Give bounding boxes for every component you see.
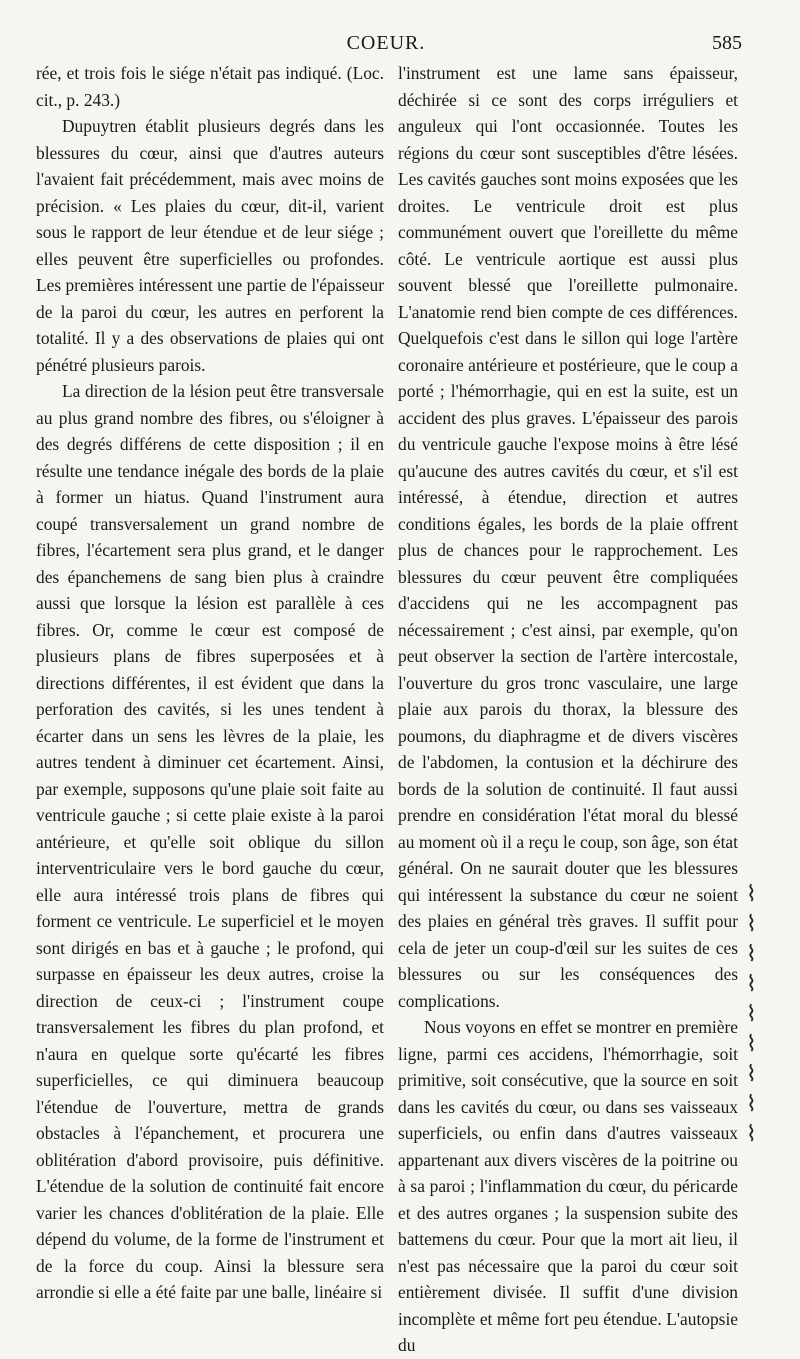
paragraph-instrument: l'instrument est une lame sans épaisseur, déchirée si ce sont des corps irréguliers et anguleux qui l'ont occasionnée. Toutes les régions du cœur sont susceptibles d'être lésées. Les cavités gauches sont moins exposées que les droites. Le ventricule droit est plus communément ouvert que l'oreillette du même côté. Le ventricule aortique est aussi plus souvent blessé que l'oreillette pulmonaire. L'anatomie rend bien compte de ces différences. Quelquefois c'est dans le sillon qui loge l'artère coronaire antérieure et postérieure, que le coup a porté ; l'hémorrhagie, qui en est la suite, est un accident des plus graves. L'épaisseur des parois du ventricule gauche l'expose moins à être lésé qu'aucune des autres cavités du cœur, et s'il est intéressé, à étendue, direction et autres conditions égales, les bords de la plaie offrent plus de chances pour le rapprochement. Les blessures du cœur peuvent être compliquées d'accidens qui ne les accompagnent pas nécessairement ; c'est ainsi, par exemple, qu'on peut observer la section de l'artère intercostale, l'ouverture du gros tronc vasculaire, une large plaie aux parois du thorax, la blessure des poumons, du diaphragme et de divers viscères de l'abdomen, la contusion et la déchirure des bords de la solution de continuité. Il faut aussi prendre en considération l'état moral du blessé au moment où il a reçu le coup, son âge, son état général. On ne saurait douter que les blessures qui intéressent la substance du cœur ne soient des plaies en général très graves. Il suffit pour cela de jeter un coup-d'œil sur les suites de ces blessures ou sur les conséquences des complications.: [398, 63, 738, 1011]
paragraph-dupuytren: Dupuytren établit plusieurs degrés dans les blessures du cœur, ainsi que d'autres auteurs l'avaient fait précédemment, mais avec moins de précision. « Les plaies du cœur, dit-il, varient sous le rapport de leur étendue et de leur siége ; elles peuvent être superficielles ou profondes. Les premières intéressent une partie de l'épaisseur de la paroi du cœur, les autres en perforent la totalité. Il y a des observations de plaies qui ont pénétré plusieurs parois.: [36, 116, 384, 375]
right-column: [398, 60, 738, 1359]
paragraph-continuation: rée, et trois fois le siége n'était pas indiqué. (Loc. cit., p. 243.): [36, 63, 384, 110]
margin-bracket-mark: ⌇: [746, 942, 757, 967]
page-header: [30, 32, 742, 56]
margin-bracket-mark: ⌇: [746, 1032, 757, 1057]
margin-bracket-mark: ⌇: [746, 912, 757, 937]
margin-bracket-mark: ⌇: [746, 1122, 757, 1147]
margin-bracket-mark: ⌇: [746, 1092, 757, 1117]
paragraph-accidents: Nous voyons en effet se montrer en première ligne, parmi ces accidens, l'hémorrhagie, soit primitive, soit consécutive, que la source en soit dans les cavités du cœur, ou dans ses vaisseaux superficiels, ou enfin dans d'autres vaisseaux appartenant aux divers viscères de la poitrine ou à sa paroi ; l'inflammation du cœur, du péricarde et des autres organes ; la suspension subite des battemens du cœur. Pour que la mort ait lieu, il n'est pas nécessaire que la paroi du cœur soit entièrement divisée. Il suffit d'une division incomplète et même fort peu étendue. L'autopsie du: [398, 1017, 738, 1355]
margin-bracket-mark: ⌇: [746, 972, 757, 997]
page-number: 585: [712, 32, 742, 54]
margin-bracket-mark: ⌇: [746, 1002, 757, 1027]
margin-annotation-marks: [746, 880, 764, 1180]
left-column: [36, 60, 384, 1306]
running-title: COEUR.: [346, 32, 426, 54]
margin-bracket-mark: ⌇: [746, 882, 757, 907]
margin-bracket-mark: ⌇: [746, 1062, 757, 1087]
paragraph-direction-lesion: La direction de la lésion peut être transversale au plus grand nombre des fibres, ou s'éloigner à des degrés différens de cette disposition ; il en résulte une tendance inégale des bords de la plaie à former un hiatus. Quand l'instrument aura coupé transversalement un grand nombre de fibres, l'écartement sera plus grand, et le danger des épanchemens de sang bien plus à craindre aussi que lorsque la lésion est parallèle à ces fibres. Or, comme le cœur est composé de plusieurs plans de fibres superposées et à directions différentes, il est évident que dans la perforation des cavités, si les unes tendent à écarter dans un sens les lèvres de la plaie, les autres tendent à diminuer cet écartement. Ainsi, par exemple, supposons qu'une plaie soit faite au ventricule gauche ; si cette plaie existe à la paroi antérieure, et qu'elle soit oblique du sillon interventriculaire vers le bord gauche du cœur, elle aura intéressé trois plans de fibres qui forment ce ventricule. Le superficiel et le moyen sont dirigés en bas et à gauche ; le profond, qui surpasse en épaisseur les deux autres, croise la direction de ceux-ci ; l'instrument coupe transversalement les fibres du plan profond, et n'aura en quelque sorte qu'écarté les fibres superficielles, ce qui diminuera beaucoup l'étendue de l'ouverture, mettra de grands obstacles à l'épanchement, et procurera une oblitération d'abord provisoire, puis définitive. L'étendue de la solution de continuité fait encore varier les chances d'oblitération de la plaie. Elle dépend du volume, de la forme de l'instrument et de la force du coup. Ainsi la blessure sera arrondie si elle a été faite par une balle, linéaire si: [36, 381, 384, 1302]
